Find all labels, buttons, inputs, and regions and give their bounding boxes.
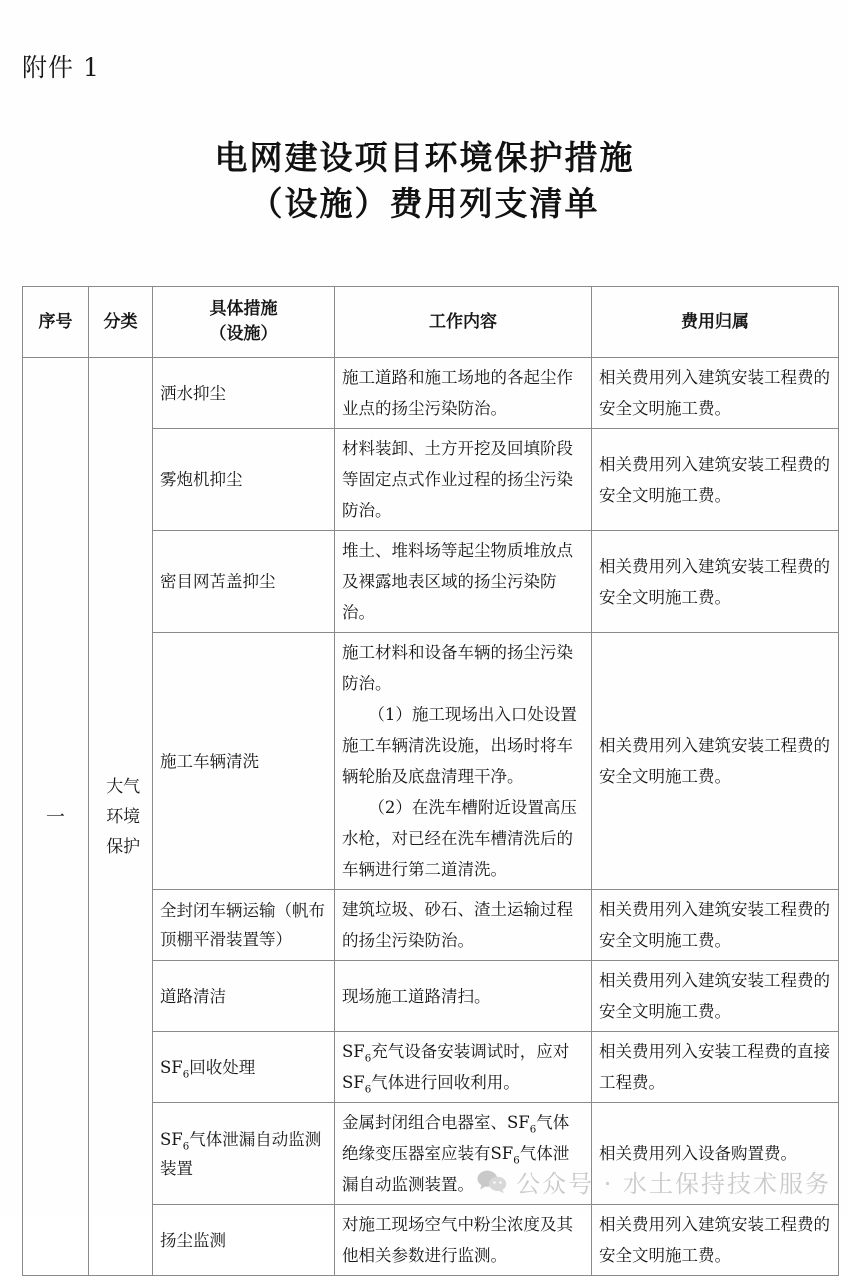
page-title-line-1: 电网建设项目环境保护措施 [214, 138, 635, 177]
work-cell [335, 1032, 592, 1103]
cost-cell: 相关费用列入建筑安装工程费的安全文明施工费。 [592, 890, 839, 961]
table-row [23, 358, 839, 429]
watermark [477, 1164, 831, 1199]
work-formula-b: 充气设备安装调试时，应对 SF [342, 1042, 570, 1092]
column-header-work: 工作内容 [335, 287, 592, 358]
cost-listing-table [22, 286, 839, 1276]
work-formula-b-subscript: 6 [364, 1084, 372, 1096]
work-cell [335, 633, 592, 890]
page-title [0, 135, 849, 227]
group-category-cell [89, 358, 153, 1276]
work-formula-c: 气体泄漏自动监测装置。 [342, 1144, 570, 1194]
work-formula-a-subscript: 6 [364, 1053, 372, 1065]
work-formula-a: SF [342, 1042, 365, 1061]
work-paragraph-1: 施工材料和设备车辆的扬尘污染防治。 [342, 643, 573, 693]
measure-cell [153, 1103, 335, 1205]
cost-cell: 相关费用列入建筑安装工程费的安全文明施工费。 [592, 961, 839, 1032]
measure-cell: 密目网苫盖抑尘 [153, 531, 335, 633]
group-category-line-1: 大气 [106, 776, 141, 797]
work-cell: 建筑垃圾、砂石、渣土运输过程的扬尘污染防治。 [335, 890, 592, 961]
measure-cell: 扬尘监测 [153, 1205, 335, 1276]
measure-formula-subscript: 6 [182, 1140, 190, 1152]
measure-cell: 全封闭车辆运输（帆布顶棚平滑装置等） [153, 890, 335, 961]
measure-cell: 雾炮机抑尘 [153, 429, 335, 531]
cost-cell: 相关费用列入设备购置费。 [592, 1103, 839, 1205]
column-header-measure-line-1: 具体措施 [209, 299, 278, 319]
cost-cell: 相关费用列入建筑安装工程费的安全文明施工费。 [592, 429, 839, 531]
attachment-label: 附件 1 [22, 53, 100, 82]
work-formula-b: 气体绝缘变压器室应装有SF [342, 1113, 570, 1163]
column-header-measure [153, 287, 335, 358]
group-category-line-3: 保护 [106, 836, 141, 857]
measure-cell: 洒水抑尘 [153, 358, 335, 429]
wechat-icon [477, 1169, 507, 1195]
measure-cell [153, 1032, 335, 1103]
measure-formula-prefix: SF [160, 1129, 183, 1149]
work-formula-a-subscript: 6 [529, 1124, 537, 1136]
column-header-cost: 费用归属 [592, 287, 839, 358]
cost-cell: 相关费用列入建筑安装工程费的安全文明施工费。 [592, 358, 839, 429]
measure-formula-subscript: 6 [182, 1068, 190, 1080]
work-formula-b-subscript: 6 [513, 1155, 520, 1167]
work-formula-c: 气体进行回收利用。 [371, 1073, 520, 1092]
cost-cell: 相关费用列入建筑安装工程费的安全文明施工费。 [592, 531, 839, 633]
work-paragraph-3: （2）在洗车槽附近设置高压水枪，对已经在洗车槽清洗后的车辆进行第二道清洗。 [342, 798, 577, 879]
measure-formula-suffix: 回收处理 [189, 1057, 256, 1077]
cost-cell: 相关费用列入建筑安装工程费的安全文明施工费。 [592, 1205, 839, 1276]
watermark-text: 公众号 · 水土保持技术服务 [516, 1170, 831, 1198]
group-number-cell: 一 [23, 358, 89, 1276]
work-cell: 施工道路和施工场地的各起尘作业点的扬尘污染防治。 [335, 358, 592, 429]
measure-formula-prefix: SF [160, 1057, 183, 1077]
work-cell: 对施工现场空气中粉尘浓度及其他相关参数进行监测。 [335, 1205, 592, 1276]
column-header-measure-line-2: （设施） [209, 324, 278, 344]
work-cell: 材料装卸、土方开挖及回填阶段等固定点式作业过程的扬尘污染防治。 [335, 429, 592, 531]
measure-cell: 施工车辆清洗 [153, 633, 335, 890]
column-header-category: 分类 [89, 287, 153, 358]
cost-cell: 相关费用列入建筑安装工程费的安全文明施工费。 [592, 633, 839, 890]
work-formula-a: 金属封闭组合电器室、SF [342, 1113, 530, 1132]
group-category-line-2: 环境 [106, 806, 141, 827]
column-header-no: 序号 [23, 287, 89, 358]
measure-cell: 道路清洁 [153, 961, 335, 1032]
work-paragraph-2: （1）施工现场出入口处设置施工车辆清洗设施，出场时将车辆轮胎及底盘清理干净。 [342, 705, 577, 786]
measure-formula-suffix: 气体泄漏自动监测装置 [160, 1129, 322, 1178]
cost-cell: 相关费用列入安装工程费的直接工程费。 [592, 1032, 839, 1103]
cost-listing-table-container [22, 286, 838, 1276]
page-title-line-2: （设施）费用列支清单 [249, 184, 600, 223]
table-header-row [23, 287, 839, 358]
work-cell: 堆土、堆料场等起尘物质堆放点及裸露地表区域的扬尘污染防治。 [335, 531, 592, 633]
work-cell: 现场施工道路清扫。 [335, 961, 592, 1032]
